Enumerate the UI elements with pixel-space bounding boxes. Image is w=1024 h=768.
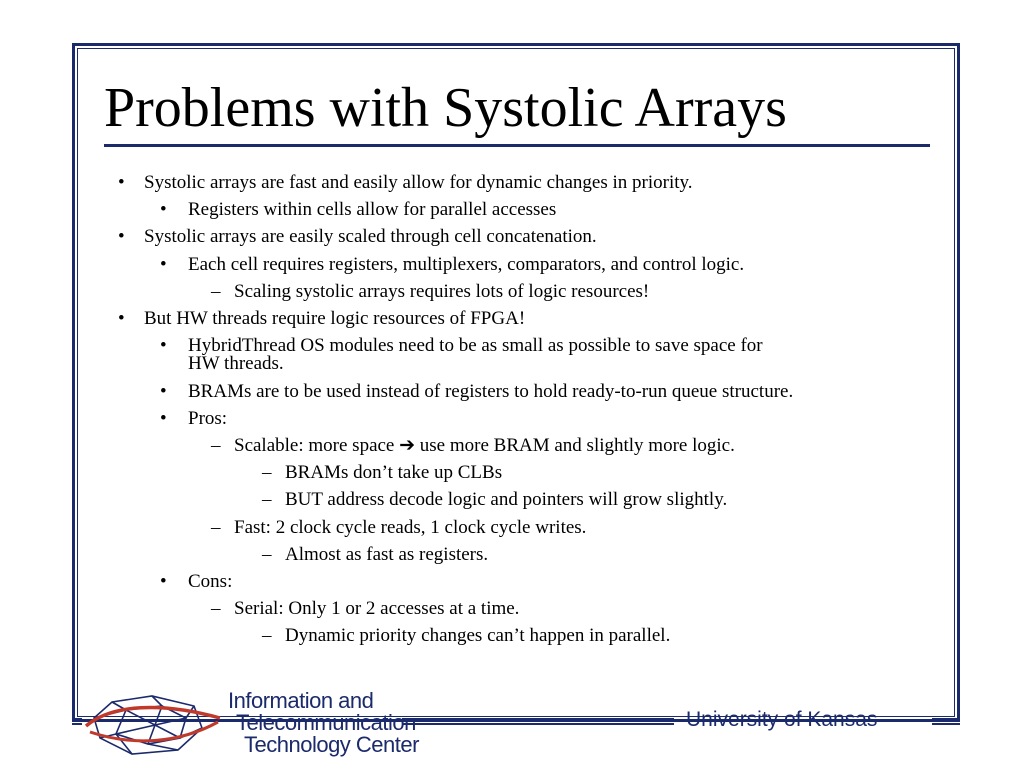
bullet-item (0, 517, 1024, 539)
footer-divider-left-2 (402, 723, 674, 725)
bullet-item (0, 226, 1024, 248)
logo-line-2: Telecommunication (236, 710, 416, 735)
bullet-marker: – (211, 435, 221, 456)
bullet-item (0, 254, 1024, 276)
bullet-text: Each cell requires registers, multiplexers, comparators, and control logic. (188, 253, 745, 275)
bullet-text: Serial: Only 1 or 2 accesses at a time. (234, 598, 520, 620)
bullet-item (0, 571, 1024, 593)
slide-title: Problems with Systolic Arrays (104, 77, 787, 139)
bullet-marker: • (160, 253, 167, 275)
bullet-item (0, 172, 1024, 194)
bullet-marker: – (211, 516, 221, 538)
bullet-marker: • (118, 226, 125, 248)
bullet-item (0, 489, 1024, 511)
bullet-marker: – (262, 489, 272, 511)
bullet-item (0, 353, 1024, 375)
bullet-marker: • (118, 172, 125, 193)
bullet-text: BRAMs don’t take up CLBs (285, 462, 503, 484)
footer-divider-right (932, 718, 960, 720)
bullet-marker: • (160, 335, 167, 357)
bullet-text: Cons: (188, 571, 233, 592)
logo-line-3: Technology Center (244, 732, 419, 757)
bullet-marker: • (160, 407, 167, 429)
bullet-item (0, 281, 1024, 303)
bullet-text: Pros: (188, 407, 228, 429)
footer-divider-far-left (72, 718, 82, 720)
bullet-marker: – (262, 543, 272, 565)
bullet-marker: – (262, 625, 272, 647)
bullet-item (0, 598, 1024, 620)
bullet-item (0, 408, 1024, 430)
bullet-item (0, 308, 1024, 330)
bullet-item (0, 435, 1024, 457)
bullet-item (0, 199, 1024, 221)
bullet-marker: – (211, 598, 221, 620)
bullet-item (0, 381, 1024, 403)
bullet-marker: – (262, 462, 272, 484)
bullet-marker: • (160, 380, 167, 402)
footer-divider-right-2 (932, 723, 960, 725)
bullet-text: Scalable: more space ➔ use more BRAM and slightly more logic. (234, 435, 735, 456)
bullet-marker: • (118, 308, 125, 329)
bullet-text: Systolic arrays are fast and easily allow for dynamic changes in priority. (144, 172, 693, 193)
logo-line-1: Information and (228, 688, 374, 713)
bullet-text: Almost as fast as registers. (285, 543, 489, 565)
footer-divider-left (402, 718, 674, 720)
globe-lattice-icon (82, 688, 224, 760)
title-divider (104, 144, 930, 147)
bullet-text: Scaling systolic arrays requires lots of logic resources! (234, 280, 650, 302)
bullet-marker: • (160, 571, 167, 592)
bullet-marker: – (211, 280, 221, 302)
bullet-text: Registers within cells allow for parallel accesses (188, 199, 557, 221)
bullet-item (0, 544, 1024, 566)
footer-divider-far-left-2 (72, 723, 82, 725)
bullet-text: Fast: 2 clock cycle reads, 1 clock cycle writes. (234, 516, 587, 538)
bullet-text: Systolic arrays are easily scaled through cell concatenation. (144, 226, 597, 248)
bullet-marker: • (160, 199, 167, 221)
footer-organization: University of Kansas (686, 708, 878, 731)
bullet-item (0, 625, 1024, 647)
bullet-text: BRAMs are to be used instead of registers to hold ready-to-run queue structure. (188, 380, 794, 402)
bullet-text: HybridThread OS modules need to be as small as possible to save space for (188, 335, 763, 357)
bullet-text: But HW threads require logic resources of FPGA! (144, 308, 526, 329)
bullet-text: HW threads. (188, 353, 284, 375)
bullet-text: BUT address decode logic and pointers will grow slightly. (285, 489, 728, 511)
bullet-text: Dynamic priority changes can’t happen in parallel. (285, 625, 671, 647)
bullet-item (0, 462, 1024, 484)
